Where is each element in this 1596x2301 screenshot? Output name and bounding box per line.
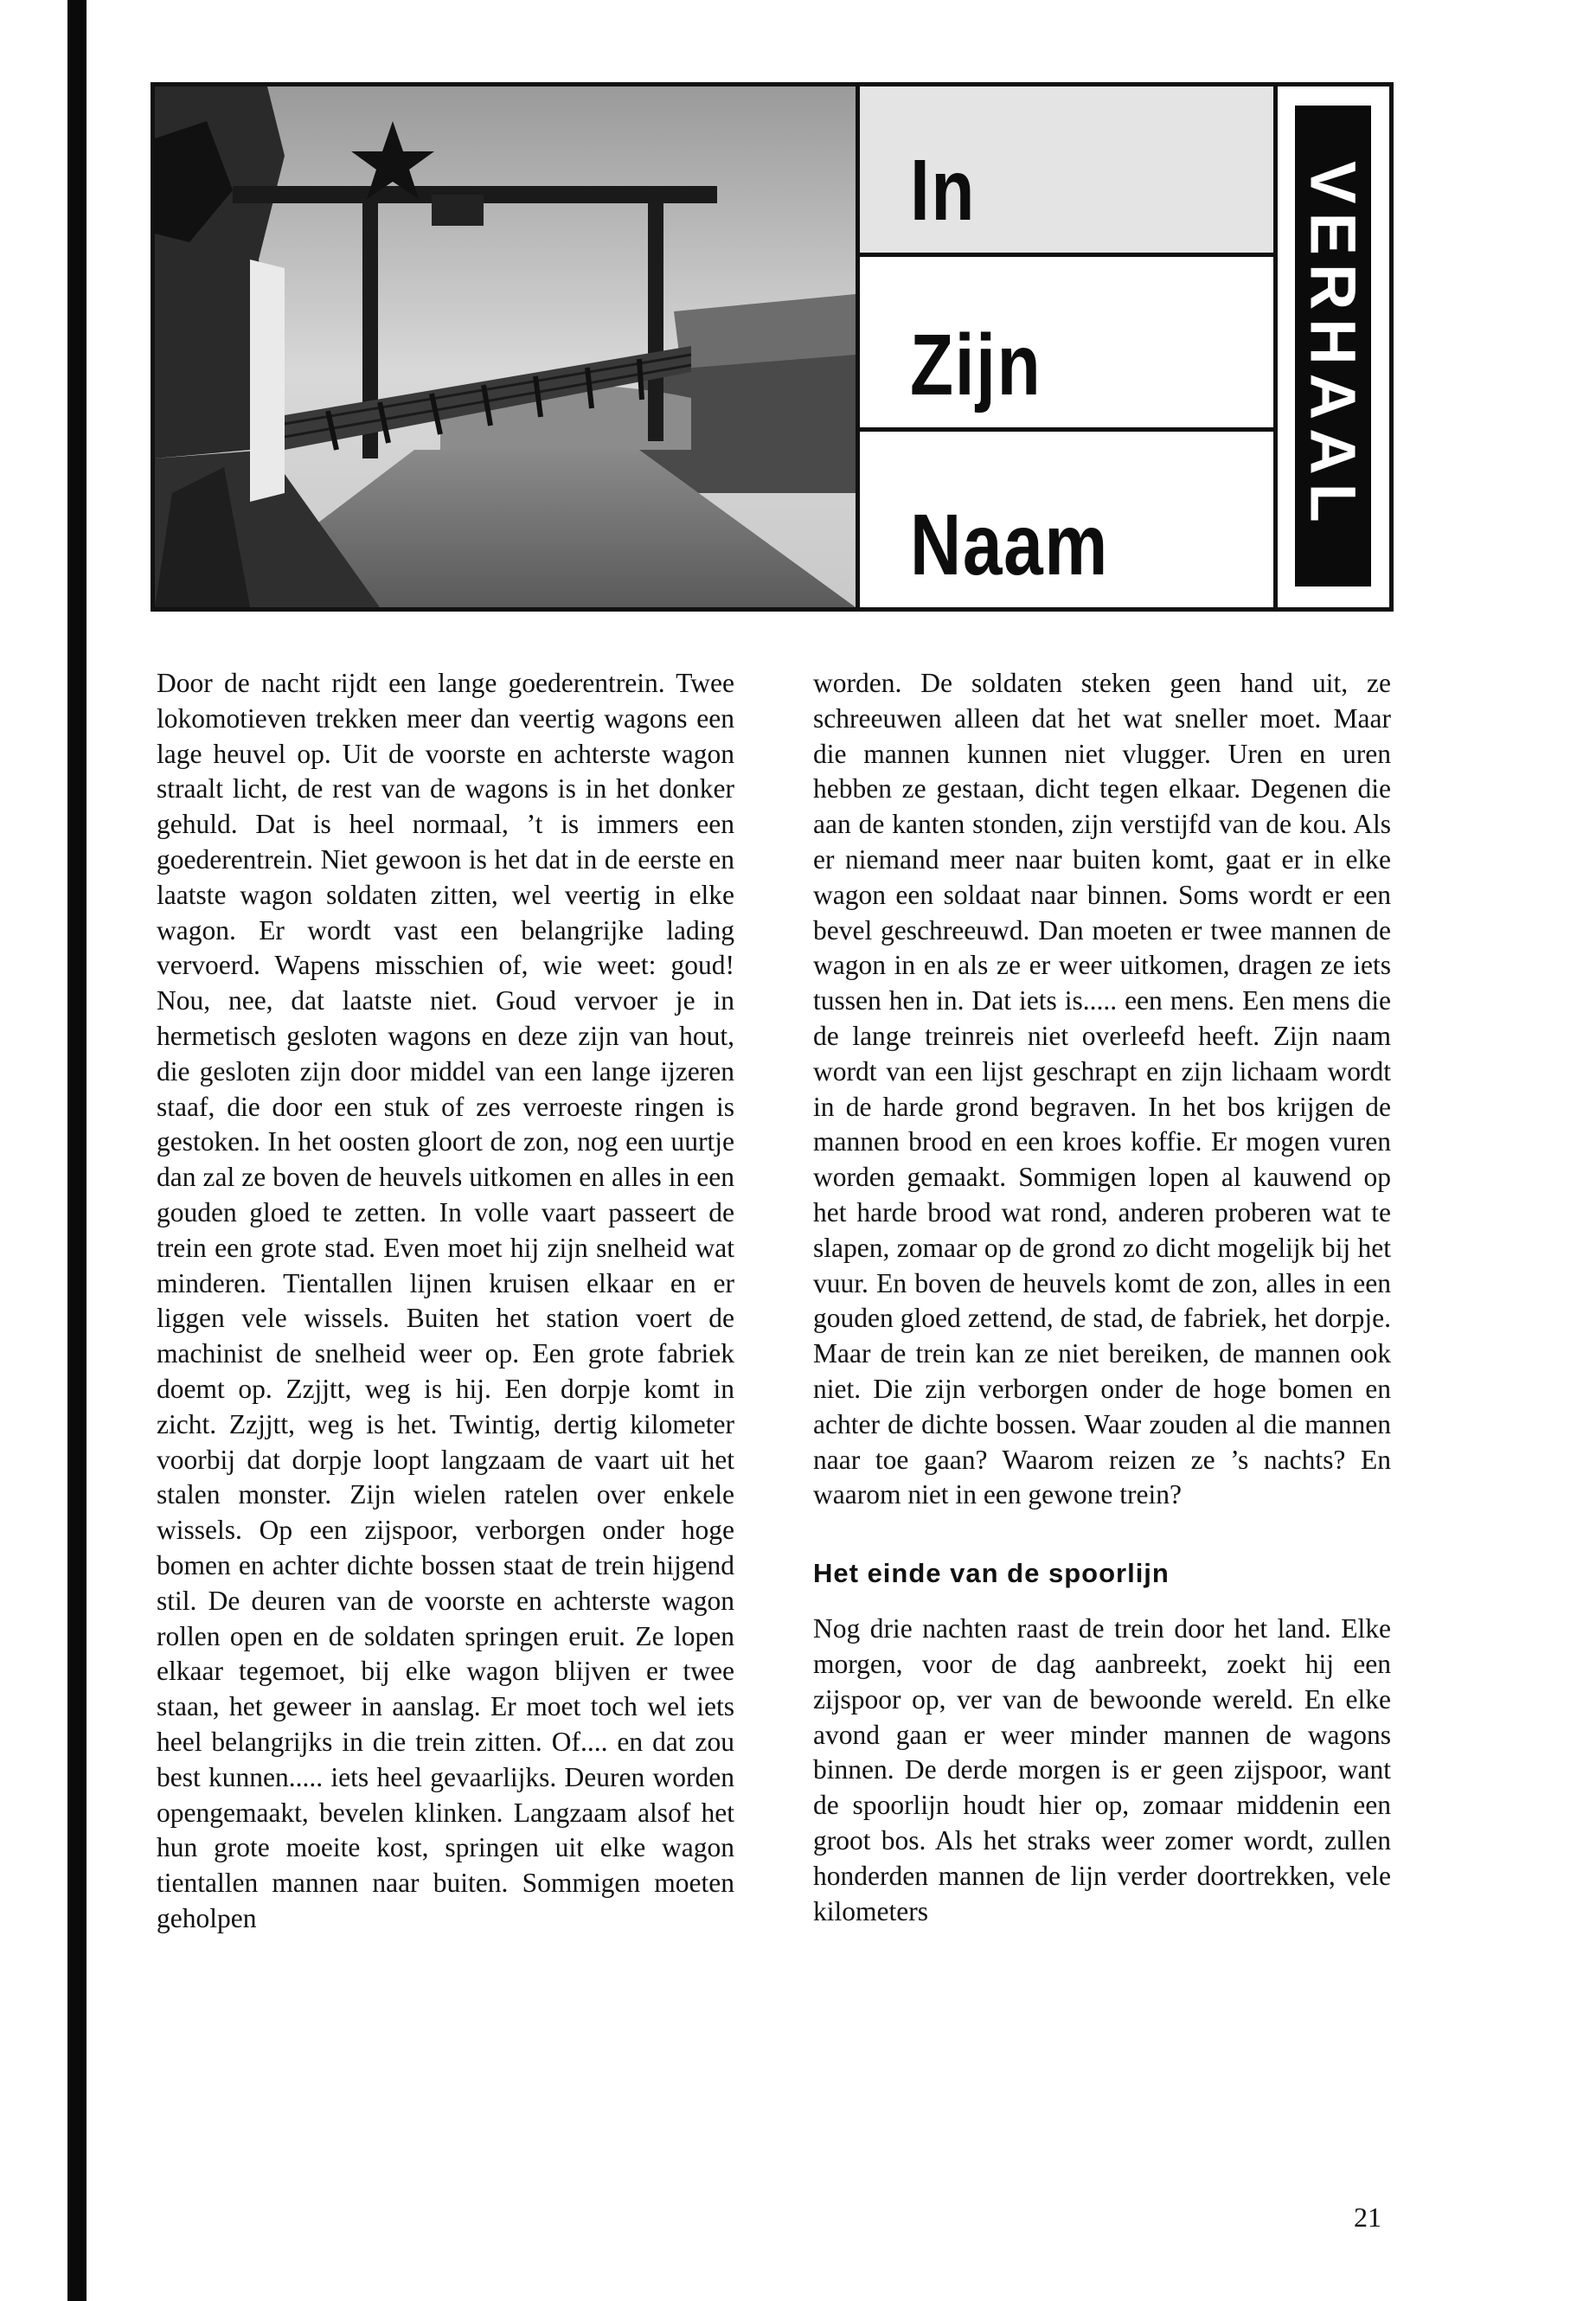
article-column-right bbox=[813, 666, 1391, 1929]
page-number: 21 bbox=[1354, 2202, 1381, 2233]
title-word-naam: Naam bbox=[910, 497, 1109, 593]
title-word-in: In bbox=[910, 142, 977, 239]
title-box-2 bbox=[860, 257, 1273, 432]
title-column bbox=[860, 87, 1273, 607]
title-box-3 bbox=[860, 432, 1273, 607]
section-band-fill bbox=[1295, 106, 1371, 586]
article-column-left bbox=[157, 666, 734, 1937]
section-band bbox=[1273, 87, 1389, 607]
article-header bbox=[151, 82, 1394, 612]
title-box-1 bbox=[860, 87, 1273, 257]
header-photo bbox=[155, 87, 860, 607]
section-label: VERHAAL bbox=[1297, 161, 1369, 531]
body-paragraph: worden. De soldaten steken geen hand uit, ze schreeuwen alleen dat het wat sneller moet. Maar die mannen kunnen niet vlugger. Uren en uren hebben ze gestaan, dicht tegen elkaar. Degenen die aan de kanten stonden, zijn verstijfd van de kou. Als er niemand meer naar buiten komt, gaat er in elke wagon een soldaat naar binnen. Soms wordt er een bevel geschreeuwd. Dan moeten er twee mannen de wagon in en als ze er weer uitkomen, dragen ze iets tussen hen in. Dat iets is..... een mens. Een mens die de lange treinreis niet overleefd heeft. Zijn naam wordt van een lijst geschrapt en zijn lichaam wordt in de harde grond begraven. In het bos krijgen de mannen brood en een kroes koffie. Er mogen vuren worden gemaakt. Sommigen lopen al kauwend op het harde brood wat rond, anderen proberen wat te slapen, zomaar op de grond zo dicht mogelijk bij het vuur. En boven de heuvels komt de zon, alles in een gouden gloed zettend, de stad, de fabriek, het dorpje. Maar de trein kan ze niet bereiken, de mannen ook niet. Die zijn verborgen onder de hoge bomen en achter de dichte bossen. Waar zouden al die mannen naar toe gaan? Waarom reizen ze ’s nachts? En waarom niet in een gewone trein? bbox=[813, 668, 1391, 1510]
left-margin-bar bbox=[67, 0, 87, 2301]
title-word-zijn: Zijn bbox=[910, 317, 1042, 413]
body-paragraph: Door de nacht rijdt een lange goederentrein. Twee lokomotieven trekken meer dan veertig wagons een lage heuvel op. Uit de voorste en achterste wagon straalt licht, de rest van de wagons is in het donker gehuld. Dat is heel normaal, ’t is immers een goederentrein. Niet gewoon is het dat in de eerste en laatste wagon soldaten zitten, wel veertig in elke wagon. Er wordt vast een belangrijke lading vervoerd. Wapens misschien of, wie weet: goud! Nou, nee, dat laatste niet. Goud vervoer je in hermetisch gesloten wagons en deze zijn van hout, die gesloten zijn door middel van een lange ijzeren staaf, die door een stuk of zes verroeste ringen is gestoken. In het oosten gloort de zon, nog een uurtje dan zal ze boven de heuvels uitkomen en alles in een gouden gloed te zetten. In volle vaart passeert de trein een grote stad. Even moet hij zijn snelheid wat minderen. Tientallen lijnen kruisen elkaar en er liggen vele wissels. Buiten het station voert de machinist de snelheid weer op. Een grote fabriek doemt op. Zzjjtt, weg is hij. Een dorpje komt in zicht. Zzjjtt, weg is het. Twintig, dertig kilometer voorbij dat dorpje loopt langzaam de vaart uit het stalen monster. Zijn wielen ratelen over enkele wissels. Op een zijspoor, verborgen onder hoge bomen en achter dichte bossen staat de trein hijgend stil. De deuren van de voorste en achterste wagon rollen open en de soldaten springen eruit. Ze lopen elkaar tegemoet, bij elke wagon blijven er twee staan, het geweer in aanslag. Er moet toch wel iets heel belangrijks in die trein zitten. Of.... en dat zou best kunnen..... iets heel gevaarlijks. Deuren worden opengemaakt, bevelen klinken. Langzaam alsof het hun grote moeite kost, springen uit elke wagon tientallen mannen naar buiten. Sommigen moeten geholpen bbox=[157, 668, 734, 1933]
section-heading: Het einde van de spoorlijn bbox=[813, 1558, 1170, 1589]
camp-gate-photo bbox=[155, 87, 856, 607]
body-paragraph: Nog drie nachten raast de trein door het land. Elke morgen, voor de dag aanbreekt, zoekt hij een zijspoor op, ver van de bewoonde wereld. En elke avond gaan er weer minder mannen de wagons binnen. De derde morgen is er geen zijspoor, want de spoorlijn houdt hier op, zomaar middenin een groot bos. Als het straks weer zomer wordt, zullen honderden mannen de lijn verder doortrekken, vele kilometers bbox=[813, 1613, 1391, 1926]
